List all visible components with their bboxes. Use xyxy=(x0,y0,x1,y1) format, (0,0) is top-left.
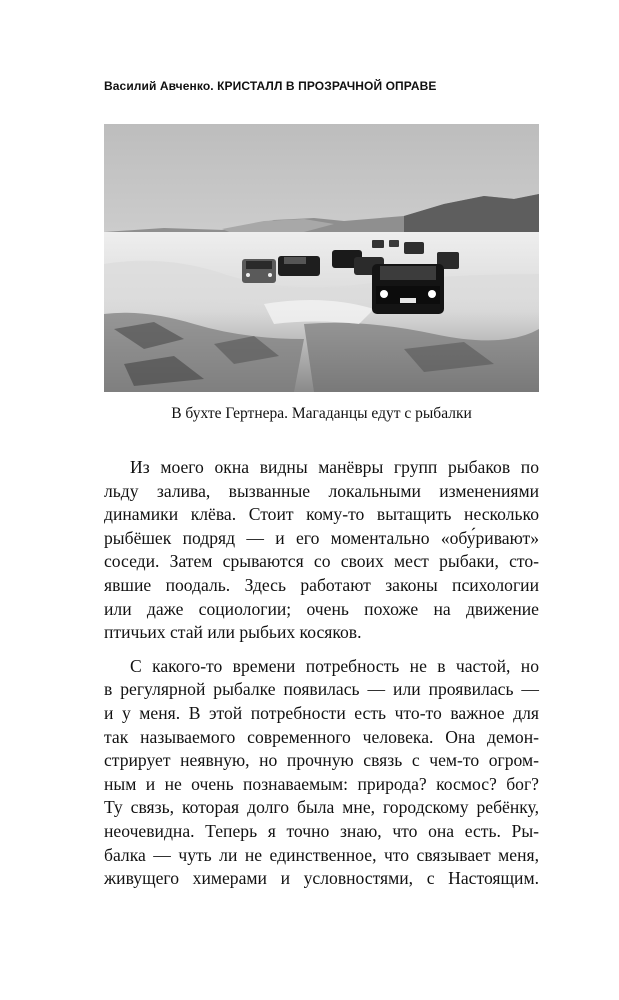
text-line: неочевидна. Теперь я точно знаю, что она есть. Ры- xyxy=(104,820,539,841)
body-text xyxy=(104,456,539,891)
text-line: динамики клёва. Стоит кому-то вытащить несколько xyxy=(104,504,539,525)
text-line: С какого-то времени потребность не в частой, но xyxy=(130,655,539,676)
text-line: льду залива, вызванные локальными изменениями xyxy=(104,480,539,501)
text-line: и у меня. В этой потребности есть что-то важное для xyxy=(104,702,539,723)
text-line: в регулярной рыбалке появилась — или проявилась — xyxy=(104,679,539,700)
text-line: птичьих стай или рыбьих косяков. xyxy=(104,622,362,643)
vehicle-1 xyxy=(242,259,276,283)
photo-ice-road-vehicles xyxy=(104,124,539,392)
text-line: ным и не очень познаваемым: природа? космос? бог? xyxy=(104,773,539,794)
text-line: балка — чуть ли не единственное, что связывает меня, xyxy=(104,844,539,865)
text-line: живущего химерами и условностями, с Настоящим. xyxy=(104,868,539,889)
photo-caption: В бухте Гертнера. Магаданцы едут с рыбалки xyxy=(171,405,472,422)
text-line: явшие поодаль. Здесь работают законы психологии xyxy=(104,574,539,595)
text-line: стрирует неявную, но прочную связь с чем-то огром- xyxy=(104,750,539,771)
vehicle-6 xyxy=(404,242,424,254)
text-line: рыбёшек подряд — и его моментально «обу́ривают» xyxy=(104,527,539,548)
text-line: Ту связь, которая долго была мне, городскому ребёнку, xyxy=(104,797,539,818)
text-line: так называемого современного человека. Она демон- xyxy=(104,726,539,747)
photo-image xyxy=(104,124,539,392)
text-line: соседи. Затем срываются со своих мест рыбаки, сто- xyxy=(104,551,539,572)
vehicle-2 xyxy=(278,256,320,276)
vehicle-lead xyxy=(372,264,444,314)
text-line: или даже социологии; очень похоже на движение xyxy=(104,598,539,619)
running-title: Василий Авченко. КРИСТАЛЛ В ПРОЗРАЧНОЙ ОПРАВЕ xyxy=(104,79,437,93)
text-line: Из моего окна видны манёвры групп рыбаков по xyxy=(130,457,539,477)
